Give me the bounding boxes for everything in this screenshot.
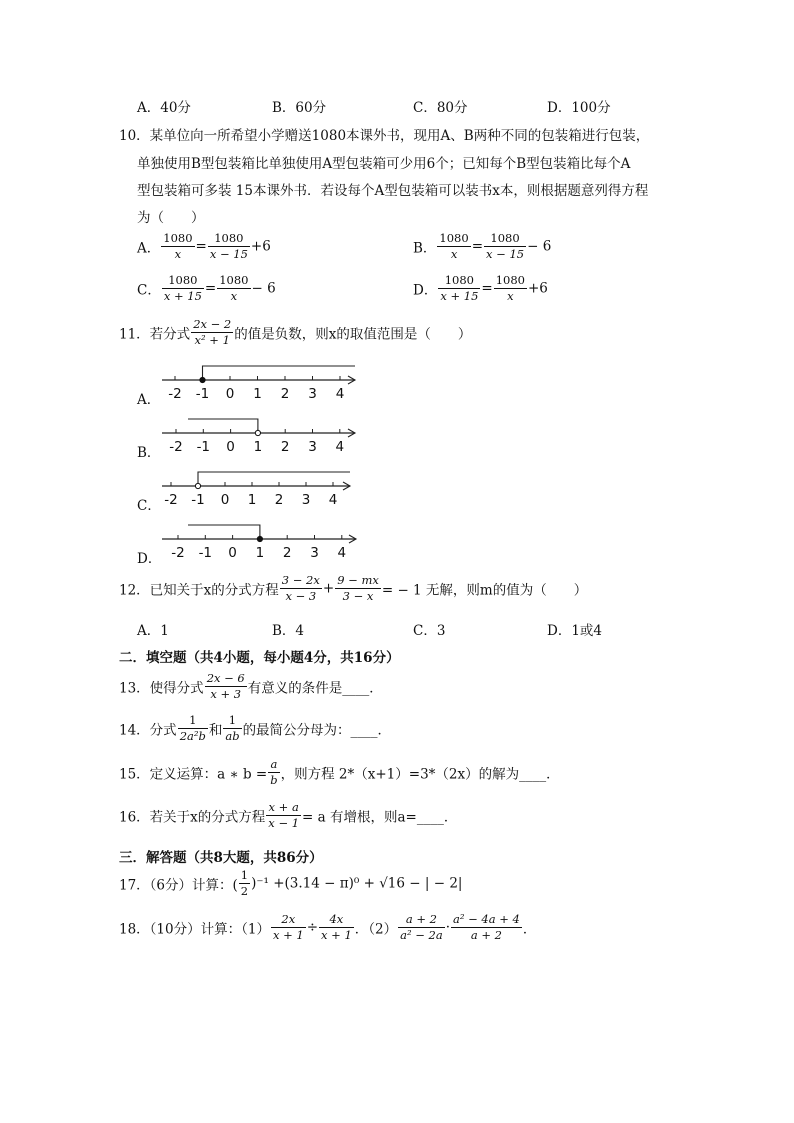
q11-a-tick-label: 2 [280, 386, 290, 402]
q15-suffix: ，则方程 2*（x+1）=3*（2x）的解为____． [280, 766, 560, 783]
q10-b-lhs-num: 1080 [437, 232, 470, 247]
q10-c-tail: − 6 [251, 280, 276, 297]
q10-a-rhs-num: 1080 [208, 232, 250, 247]
q10-a-lhs-num: 1080 [161, 232, 194, 247]
q16-num: x + a [266, 801, 301, 816]
q11-c-endpoint [195, 483, 200, 488]
q17-prefix: 17．（6分）计算：( [119, 877, 238, 894]
q18-div: ÷ [306, 919, 319, 936]
q14-suffix: 的最简公分母为：____． [242, 722, 392, 739]
q12-prefix: 12．已知关于x的分式方程 [119, 582, 279, 599]
q11-b-tick-label: 2 [280, 439, 290, 455]
q12-option-a: A．1 [137, 623, 169, 639]
q11-b-tick-label: 1 [253, 439, 263, 455]
q11-b-tick-label: 0 [226, 439, 235, 455]
q16-prefix: 16．若关于x的分式方程 [119, 809, 266, 826]
q18-stem [119, 913, 536, 942]
q12-stem [119, 574, 587, 603]
q13-suffix: 有意义的条件是____． [247, 680, 383, 697]
q11-d-tick-label: 1 [255, 545, 265, 561]
q10-a-lhs-den: x [174, 247, 182, 262]
q10-line-1: 10．某单位向一所希望小学赠送1080本课外书，现用A、B两种不同的包装箱进行包装， [119, 128, 650, 144]
q18-p2b-num: a² − 4a + 4 [451, 913, 522, 928]
q9-option-c: C．80分 [413, 100, 468, 116]
q11-b-tick-label: 4 [335, 439, 345, 455]
q11-a-tick-label: -1 [195, 386, 210, 402]
q11-d-tick-label: 4 [337, 545, 347, 561]
q18-prefix: 18．（10分）计算：（1） [119, 921, 270, 938]
q18-end: ． [522, 921, 537, 938]
q10-option-d-label: D． [413, 282, 438, 299]
q12-f2-num: 9 − mx [335, 574, 381, 589]
q12-f2-den: 3 − x [342, 589, 374, 604]
q12-f1-num: 3 − 2x [280, 574, 322, 589]
q10-b-tail: − 6 [527, 238, 552, 255]
q14-stem [119, 714, 391, 743]
q10-d-lhs-den: x + 15 [440, 289, 479, 304]
q10-line-3: 型包装箱可多装 15本课外书．若设每个A型包装箱可以装书x本，则根据题意列得方程 [137, 183, 649, 199]
q9-option-a: A．40分 [137, 100, 191, 116]
q9-option-d: D．100分 [547, 100, 611, 116]
q11-c-tick-label: -1 [191, 492, 205, 508]
q10-c-lhs-den: x + 15 [163, 289, 202, 304]
q10-b-lhs-den: x [450, 247, 458, 262]
q10-d-rhs-num: 1080 [494, 274, 527, 289]
q14-f2-den: ab [225, 729, 240, 744]
q18-p2-num: a + 2 [398, 913, 445, 928]
q12-option-b: B．4 [272, 623, 305, 639]
q11-c-tick-label: -2 [164, 492, 178, 508]
q13-den: x + 3 [210, 687, 242, 702]
q12-suffix: = − 1 无解，则m的值为（ ） [381, 582, 588, 599]
q10-option-b-label: B． [413, 240, 437, 257]
q11-option-a-label: A． [137, 392, 161, 408]
q11-c-tick-label: 2 [274, 492, 284, 508]
q11-option-d-label: D． [137, 551, 162, 567]
q10-b-eq: = [471, 238, 484, 255]
q10-b-rhs-den: x − 15 [486, 247, 525, 262]
q10-option-c-label: C． [137, 282, 161, 299]
q11-b-tick-label: -2 [169, 439, 183, 455]
q18-p1-den: x + 1 [272, 928, 304, 943]
q13-stem [119, 672, 383, 701]
q13-num: 2x − 6 [205, 672, 247, 687]
q11-d-tick-label: 2 [282, 545, 292, 561]
q11-d-tick-label: -2 [171, 545, 185, 561]
q11-d-endpoint [257, 536, 262, 541]
q11-b-tick-label: 3 [308, 439, 317, 455]
q10-b-rhs-num: 1080 [484, 232, 526, 247]
q11-a-endpoint [200, 377, 205, 382]
q10-d-tail: +6 [528, 280, 548, 297]
q18-p1b-num: 4x [319, 913, 354, 928]
q10-a-eq: = [195, 238, 207, 255]
q16-den: x − 1 [268, 816, 300, 831]
q9-option-b: B．60分 [272, 100, 327, 116]
q11-c-tick-label: 4 [328, 492, 338, 508]
q11-a-tick-label: 1 [253, 386, 262, 402]
q11-a-range [203, 366, 356, 380]
q10-c-eq: = [204, 280, 217, 297]
q11-c-tick-label: 1 [247, 492, 257, 508]
q10-a-tail: +6 [250, 238, 271, 255]
q11-d-tick-label: -1 [198, 545, 213, 561]
q11-option-c-label: C． [137, 498, 161, 514]
q18-p1-num: 2x [271, 913, 306, 928]
q11-suffix: 的值是负数，则x的取值范围是（ ） [234, 326, 472, 343]
q18-dot: · [445, 919, 450, 936]
q10-d-eq: = [481, 280, 493, 297]
q12-plus: + [322, 580, 335, 597]
q17-stem [119, 869, 462, 898]
q10-d-lhs-num: 1080 [438, 274, 480, 289]
q14-f1-num: 1 [178, 714, 208, 729]
q14-f1-den: 2a²b [179, 729, 206, 744]
q15-stem [119, 758, 560, 787]
q16-stem [119, 801, 457, 830]
q11-option-b-label: B． [137, 445, 161, 461]
q13-prefix: 13．使得分式 [119, 680, 204, 697]
q10-c-rhs-den: x [230, 289, 238, 304]
q17-suffix: )⁻¹ +(3.14 − π)⁰ + √16 − | − 2| [251, 875, 463, 892]
q15-prefix: 15．定义运算：a ∗ b = [119, 766, 268, 783]
q11-b-tick-label: -1 [196, 439, 211, 455]
q11-d-tick-label: 0 [228, 545, 237, 561]
q15-den: b [270, 773, 278, 788]
q11-c-range [198, 472, 350, 486]
q10-c-lhs-num: 1080 [162, 274, 204, 289]
q10-d-rhs-den: x [507, 289, 514, 304]
q14-f2-num: 1 [223, 714, 241, 729]
q10-c-rhs-num: 1080 [217, 274, 250, 289]
q11-a-tick-label: 3 [308, 386, 317, 402]
q11-b-endpoint [255, 430, 260, 435]
q11-b-range [188, 419, 258, 433]
q15-num: a [268, 758, 279, 773]
q14-mid: 和 [208, 722, 223, 739]
q11-frac-den: x² + 1 [194, 333, 230, 348]
q10-line-2: 单独使用B型包装箱比单独使用A型包装箱可少用6个；已知每个B型包装箱比每个A [137, 156, 631, 172]
q17-num: 1 [239, 869, 250, 884]
q10-a-rhs-den: x − 15 [209, 247, 248, 262]
q18-mid: ．（2） [354, 921, 398, 938]
q10-line-4: 为（ ） [137, 210, 205, 226]
q12-option-d: D．1或4 [547, 623, 603, 639]
q12-option-c: C．3 [413, 623, 446, 639]
q11-c-tick-label: 3 [301, 492, 311, 508]
q17-den: 2 [240, 884, 249, 899]
q18-p2b-den: a + 2 [470, 928, 502, 943]
section-3-heading: 三．解答题（共8大题，共86分） [119, 850, 323, 866]
q11-a-tick-label: 4 [335, 386, 345, 402]
q18-p2-den: a² − 2a [400, 928, 443, 943]
q12-f1-den: x − 3 [285, 589, 317, 604]
q11-d-range [188, 525, 260, 539]
q11-a-tick-label: 0 [225, 386, 235, 402]
q11-a-tick-label: -2 [168, 386, 182, 402]
q11-c-tick-label: 0 [220, 492, 230, 508]
q11-d-tick-label: 3 [310, 545, 319, 561]
q18-p1b-den: x + 1 [321, 928, 352, 943]
section-2-heading: 二．填空题（共4小题，每小题4分，共16分） [119, 650, 400, 666]
q11-prefix: 11．若分式 [119, 326, 191, 343]
q11-frac-num: 2x − 2 [191, 318, 233, 333]
q14-prefix: 14．分式 [119, 722, 177, 739]
q10-option-a-label: A． [137, 240, 161, 257]
q16-suffix: = a 有增根，则a=____． [302, 809, 458, 826]
